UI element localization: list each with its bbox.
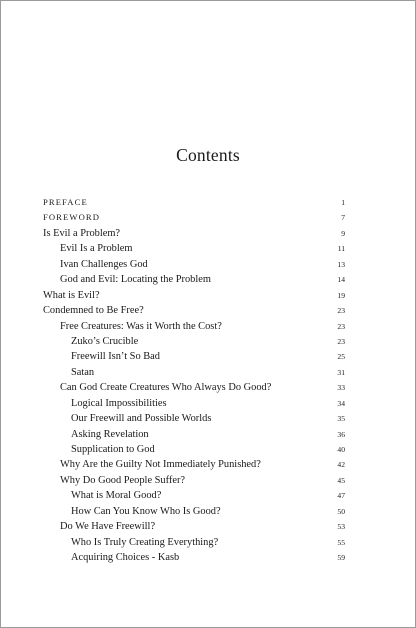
toc-entry-title: Can God Create Creatures Who Always Do Good?: [60, 382, 272, 394]
toc-entry-title: Evil Is a Problem: [60, 243, 133, 255]
toc-entry[interactable]: [43, 380, 345, 395]
toc-entry-page-number: 7: [341, 213, 345, 223]
toc-entry-title: Ivan Challenges God: [60, 258, 148, 270]
toc-entry-title: Zuko’s Crucible: [71, 335, 139, 347]
toc-entry-title: Asking Revelation: [71, 428, 149, 440]
toc-entry-title: Condemned to Be Free?: [43, 305, 144, 317]
toc-entry-page-number: 11: [337, 244, 345, 254]
toc-entry[interactable]: [43, 535, 345, 550]
toc-entry-title: Free Creatures: Was it Worth the Cost?: [60, 320, 222, 332]
toc-entry-title: Our Freewill and Possible Worlds: [71, 413, 212, 425]
toc-entry-page-number: 36: [337, 429, 345, 439]
toc-entry-title: Is Evil a Problem?: [43, 227, 121, 239]
toc-entry-title: Satan: [71, 366, 95, 378]
toc-entry-page-number: 23: [337, 336, 345, 346]
toc-entry-title: What is Evil?: [43, 289, 100, 301]
toc-entry-page-number: 35: [337, 414, 345, 424]
toc-entry-page-number: 1: [341, 198, 345, 207]
toc-entry-title: Do We Have Freewill?: [60, 521, 156, 533]
toc-entry-page-number: 23: [337, 321, 345, 331]
toc-entry-page-number: 19: [337, 290, 345, 300]
toc-entry[interactable]: [43, 504, 345, 519]
toc-entry-page-number: 47: [337, 491, 345, 501]
toc-entry-title: God and Evil: Locating the Problem: [60, 274, 211, 286]
toc-entry-page-number: 50: [337, 506, 345, 516]
toc-entry[interactable]: [43, 257, 345, 272]
toc-entry-page-number: 25: [337, 352, 345, 362]
toc-entry-title: How Can You Know Who Is Good?: [71, 505, 221, 517]
toc-entry-page-number: 59: [337, 553, 345, 563]
toc-entry[interactable]: [43, 473, 345, 488]
toc-entry-page-number: 34: [337, 398, 345, 408]
toc-entry-page-number: 33: [337, 383, 345, 393]
toc-entry[interactable]: [43, 457, 345, 472]
toc-entry-page-number: 9: [341, 228, 345, 238]
table-of-contents: [43, 195, 345, 566]
toc-entry-title: Acquiring Choices - Kasb: [71, 552, 180, 564]
toc-entry[interactable]: [43, 550, 345, 565]
toc-entry[interactable]: [43, 488, 345, 503]
toc-entry[interactable]: [43, 241, 345, 256]
toc-entry-page-number: 55: [337, 537, 345, 547]
toc-entry-page-number: 45: [337, 475, 345, 485]
toc-entry-page-number: 23: [337, 306, 345, 316]
toc-entry[interactable]: [43, 226, 345, 241]
toc-entry[interactable]: [43, 427, 345, 442]
toc-entry[interactable]: [43, 411, 345, 426]
toc-entry[interactable]: [43, 210, 345, 225]
toc-entry-title: FOREWORD: [43, 212, 101, 223]
page-title: Contents: [176, 145, 240, 165]
toc-entry[interactable]: [43, 519, 345, 534]
toc-entry-title: Freewill Isn’t So Bad: [71, 351, 160, 363]
toc-entry[interactable]: [43, 272, 345, 287]
toc-entry-title: Logical Impossibilities: [71, 397, 167, 409]
toc-entry[interactable]: [43, 195, 345, 210]
toc-entry-title: PREFACE: [43, 197, 88, 207]
toc-entry-page-number: 42: [337, 460, 345, 470]
toc-entry[interactable]: [43, 303, 345, 318]
toc-entry-page-number: 31: [337, 367, 345, 377]
toc-entry[interactable]: [43, 349, 345, 364]
toc-entry-title: Why Are the Guilty Not Immediately Punished?: [60, 459, 261, 471]
toc-entry-page-number: 53: [337, 522, 345, 532]
toc-entry-title: Who Is Truly Creating Everything?: [71, 536, 219, 548]
toc-entry[interactable]: [43, 365, 345, 380]
toc-entry[interactable]: [43, 396, 345, 411]
toc-entry-title: Supplication to God: [71, 444, 155, 455]
toc-entry[interactable]: [43, 319, 345, 334]
toc-entry-title: Why Do Good People Suffer?: [60, 474, 186, 486]
toc-entry-page-number: 14: [337, 275, 345, 285]
toc-entry-page-number: 40: [337, 445, 345, 454]
toc-entry[interactable]: [43, 442, 345, 457]
toc-entry[interactable]: [43, 288, 345, 303]
toc-entry[interactable]: [43, 334, 345, 349]
toc-entry-title: What is Moral Good?: [71, 490, 162, 502]
toc-entry-page-number: 13: [337, 259, 345, 269]
